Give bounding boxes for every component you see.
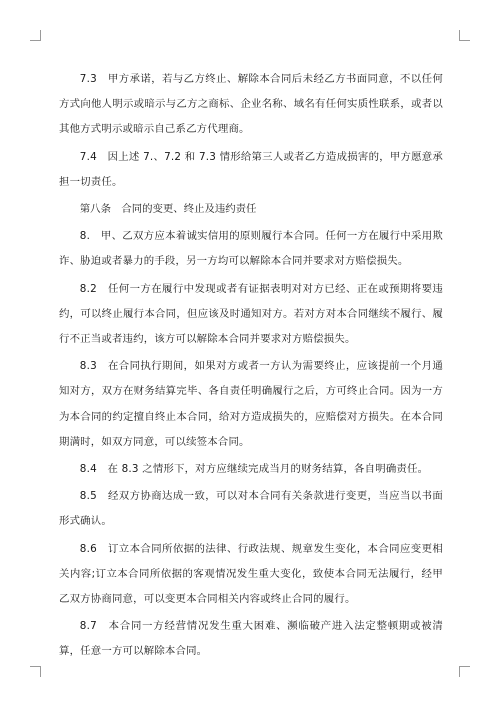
clause-8-2: 8.2 任何一方在履行中发现或者有证据表明对对方已经、正在或预期将要违约，可以终止履行本合同，但应该及时通知对方。若对方对本合同继续不履行、履行不正当或者违约，该方可以解除本合同并要求对方赔偿损失。 <box>59 282 443 346</box>
clause-7-3: 7.3 甲方承诺，若与乙方终止、解除本合同后未经乙方书面同意，不以任何方式向他人明示或暗示与乙方之商标、企业名称、域名有任何实质性联系，或者以其他方式明示或暗示自己系乙方代理商。 <box>59 73 443 136</box>
crop-mark-top-right <box>459 30 470 41</box>
document-body <box>59 67 443 665</box>
clause-8-3: 8.3 在合同执行期间，如果对方或者一方认为需要终止，应该提前一个月通知对方，双方在财务结算完毕、各自责任明确履行之后，方可终止合同。因为一方为本合同的约定擅自终止本合同，给对方造成损失的，应赔偿对方损失。在本合同期满时，如双方同意，可以续签本合同。 <box>59 360 443 448</box>
clause-8-1: 8. 甲、乙双方应本着诚实信用的原则履行本合同。任何一方在履行中采用欺诈、胁迫或者暴力的手段，另一方均可以解除本合同并要求对方赔偿损失。 <box>59 230 443 268</box>
article-8-heading: 第八条 合同的变更、终止及违约责任 <box>79 203 257 216</box>
clause-8-6: 8.6 订立本合同所依据的法律、行政法规、规章发生变化，本合同应变更相关内容;订立本合同所依据的客观情况发生重大变化，致使本合同无法履行，经甲乙双方协商同意，可以变更本合同相关内容或终止合同的履行。 <box>59 542 443 606</box>
clause-7-4: 7.4 因上述 7.、7.2 和 7.3 情形给第三人或者乙方造成损害的，甲方愿意承担一切责任。 <box>59 150 443 188</box>
clause-8-5: 8.5 经双方协商达成一致，可以对本合同有关条款进行变更，当应当以书面形式确认。 <box>59 490 443 528</box>
crop-mark-bottom-right <box>459 666 470 677</box>
clause-8-7: 8.7 本合同一方经营情况发生重大困难、濒临破产进入法定整顿期或被清算，任意一方可以解除本合同。 <box>59 620 443 658</box>
crop-mark-top-left <box>30 30 41 41</box>
crop-mark-bottom-left <box>30 666 41 677</box>
clause-8-4: 8.4 在 8.3 之情形下，对方应继续完成当月的财务结算，各自明确责任。 <box>79 463 429 476</box>
